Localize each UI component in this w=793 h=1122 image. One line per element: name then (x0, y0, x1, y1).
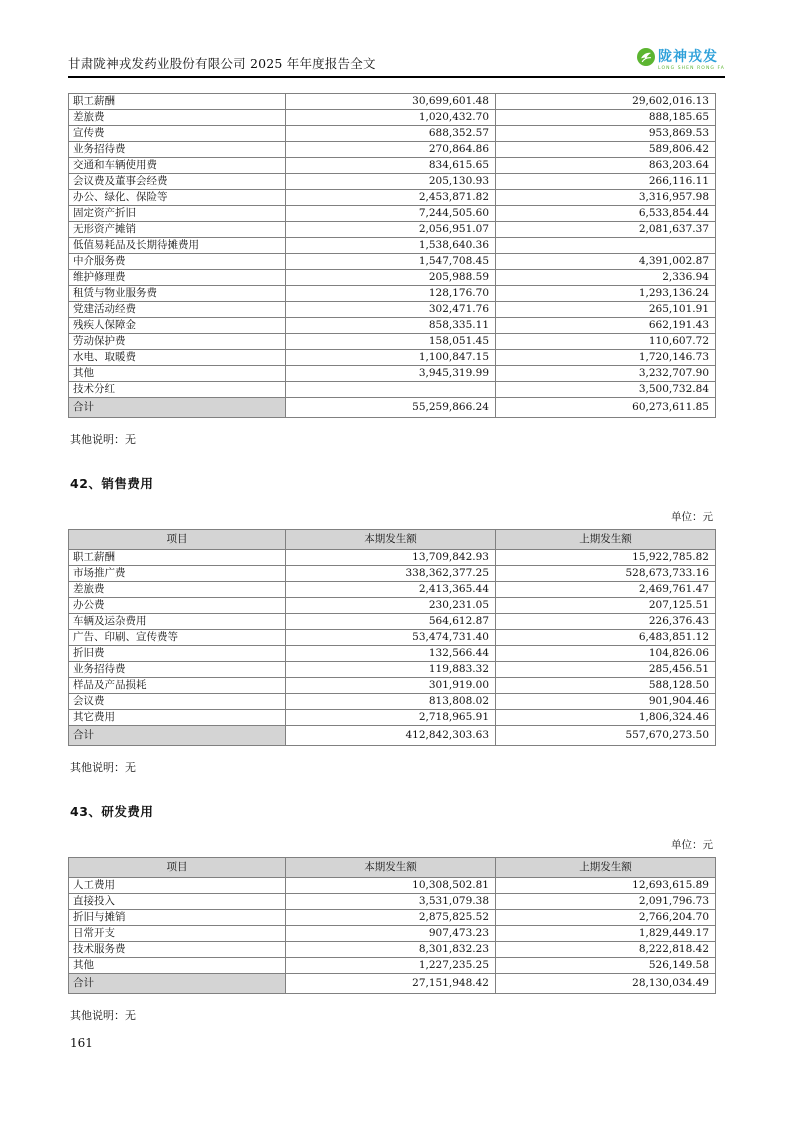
prior-period-cell: 1,829,449.17 (496, 925, 716, 941)
company-logo (637, 48, 725, 72)
item-label-cell: 会议费 (69, 693, 286, 709)
current-period-cell: 338,362,377.25 (286, 565, 496, 581)
prior-period-cell: 528,673,733.16 (496, 565, 716, 581)
prior-period-cell: 110,607.72 (496, 333, 716, 349)
item-label-cell: 人工费用 (69, 877, 286, 893)
item-label-cell: 差旅费 (69, 109, 286, 125)
total-row (69, 397, 716, 417)
item-label-cell: 直接投入 (69, 893, 286, 909)
table-row (69, 677, 716, 693)
report-title: 甘肃陇神戎发药业股份有限公司 2025 年年度报告全文 (68, 55, 376, 71)
current-period-cell: 119,883.32 (286, 661, 496, 677)
current-period-cell: 1,100,847.15 (286, 349, 496, 365)
item-label-cell: 折旧与摊销 (69, 909, 286, 925)
current-period-cell: 158,051.45 (286, 333, 496, 349)
other-note: 其他说明：无 (70, 760, 136, 774)
selling-expense-table (68, 529, 716, 746)
current-period-cell (286, 381, 496, 397)
prior-period-cell: 265,101.91 (496, 301, 716, 317)
admin-expense-rows (69, 93, 716, 397)
item-label-cell: 交通和车辆使用费 (69, 157, 286, 173)
prior-period-cell: 2,336.94 (496, 269, 716, 285)
item-label-cell: 水电、取暖费 (69, 349, 286, 365)
section-title-43: 43、研发费用 (70, 803, 154, 819)
prior-period-cell: 104,826.06 (496, 645, 716, 661)
prior-period-cell: 266,116.11 (496, 173, 716, 189)
item-label-cell: 维护修理费 (69, 269, 286, 285)
current-period-cell: 30,699,601.48 (286, 93, 496, 109)
table-row (69, 253, 716, 269)
logo-text-en: LONG SHEN RONG FA (658, 66, 725, 71)
current-period-cell: 2,453,871.82 (286, 189, 496, 205)
item-label-cell: 广告、印刷、宣传费等 (69, 629, 286, 645)
prior-period-cell: 15,922,785.82 (496, 549, 716, 565)
item-label-cell: 职工薪酬 (69, 93, 286, 109)
item-label-cell: 日常开支 (69, 925, 286, 941)
section-title-42: 42、销售费用 (70, 475, 154, 491)
col-header-current: 本期发生额 (286, 857, 496, 877)
rd-expense-table (68, 857, 716, 994)
prior-period-cell: 4,391,002.87 (496, 253, 716, 269)
item-label-cell: 其他 (69, 365, 286, 381)
current-period-cell: 2,718,965.91 (286, 709, 496, 725)
prior-period-cell: 29,602,016.13 (496, 93, 716, 109)
table-row (69, 269, 716, 285)
table-row (69, 381, 716, 397)
table-row (69, 941, 716, 957)
item-label-cell: 样品及产品损耗 (69, 677, 286, 693)
prior-period-cell: 2,766,204.70 (496, 909, 716, 925)
item-label-cell: 市场推广费 (69, 565, 286, 581)
admin-expense-table (68, 93, 716, 418)
table-row (69, 93, 716, 109)
item-label-cell: 租赁与物业服务费 (69, 285, 286, 301)
table-row (69, 237, 716, 253)
current-period-cell: 3,945,319.99 (286, 365, 496, 381)
table-row (69, 205, 716, 221)
selling-expense-rows (69, 549, 716, 725)
logo-icon (637, 48, 655, 66)
current-period-cell: 270,864.86 (286, 141, 496, 157)
current-period-cell: 7,244,505.60 (286, 205, 496, 221)
item-label-cell: 会议费及董事会经费 (69, 173, 286, 189)
item-label-cell: 宣传费 (69, 125, 286, 141)
prior-period-cell: 953,869.53 (496, 125, 716, 141)
unit-label: 单位：元 (671, 838, 713, 851)
prior-period-cell: 226,376.43 (496, 613, 716, 629)
current-period-cell: 230,231.05 (286, 597, 496, 613)
table-row (69, 613, 716, 629)
total-prior-cell: 557,670,273.50 (496, 725, 716, 745)
prior-period-cell: 6,533,854.44 (496, 205, 716, 221)
current-period-cell: 132,566.44 (286, 645, 496, 661)
current-period-cell: 564,612.87 (286, 613, 496, 629)
item-label-cell: 折旧费 (69, 645, 286, 661)
total-current-cell: 412,842,303.63 (286, 725, 496, 745)
current-period-cell: 13,709,842.93 (286, 549, 496, 565)
table-row (69, 333, 716, 349)
item-label-cell: 业务招待费 (69, 661, 286, 677)
prior-period-cell: 2,081,637.37 (496, 221, 716, 237)
header-row (69, 529, 716, 549)
admin-expense-total (69, 397, 716, 417)
item-label-cell: 残疾人保障金 (69, 317, 286, 333)
table-row (69, 285, 716, 301)
prior-period-cell: 662,191.43 (496, 317, 716, 333)
current-period-cell: 2,413,365.44 (286, 581, 496, 597)
total-prior-cell: 28,130,034.49 (496, 973, 716, 993)
rd-expense-rows (69, 877, 716, 973)
item-label-cell: 固定资产折旧 (69, 205, 286, 221)
table-row (69, 597, 716, 613)
header-row (69, 857, 716, 877)
current-period-cell: 1,547,708.45 (286, 253, 496, 269)
current-period-cell: 205,988.59 (286, 269, 496, 285)
prior-period-cell: 589,806.42 (496, 141, 716, 157)
table-row (69, 125, 716, 141)
item-label-cell: 无形资产摊销 (69, 221, 286, 237)
item-label-cell: 劳动保护费 (69, 333, 286, 349)
other-note: 其他说明：无 (70, 432, 136, 446)
prior-period-cell: 1,293,136.24 (496, 285, 716, 301)
rd-expense-total (69, 973, 716, 993)
item-label-cell: 技术分红 (69, 381, 286, 397)
table-row (69, 893, 716, 909)
col-header-item: 项目 (69, 529, 286, 549)
prior-period-cell (496, 237, 716, 253)
col-header-current: 本期发生额 (286, 529, 496, 549)
prior-period-cell: 1,806,324.46 (496, 709, 716, 725)
current-period-cell: 2,056,951.07 (286, 221, 496, 237)
total-current-cell: 55,259,866.24 (286, 397, 496, 417)
col-header-item: 项目 (69, 857, 286, 877)
prior-period-cell: 3,316,957.98 (496, 189, 716, 205)
current-period-cell: 302,471.76 (286, 301, 496, 317)
prior-period-cell: 2,091,796.73 (496, 893, 716, 909)
item-label-cell: 办公、绿化、保险等 (69, 189, 286, 205)
item-label-cell: 差旅费 (69, 581, 286, 597)
table-row (69, 317, 716, 333)
current-period-cell: 834,615.65 (286, 157, 496, 173)
table-row (69, 693, 716, 709)
col-header-prior: 上期发生额 (496, 857, 716, 877)
current-period-cell: 907,473.23 (286, 925, 496, 941)
total-row (69, 725, 716, 745)
prior-period-cell: 588,128.50 (496, 677, 716, 693)
total-label-cell: 合计 (69, 725, 286, 745)
total-current-cell: 27,151,948.42 (286, 973, 496, 993)
table-row (69, 629, 716, 645)
selling-expense-header (69, 529, 716, 549)
table-row (69, 877, 716, 893)
table-row (69, 349, 716, 365)
table-row (69, 141, 716, 157)
table-row (69, 549, 716, 565)
prior-period-cell: 901,904.46 (496, 693, 716, 709)
table-row (69, 957, 716, 973)
total-label-cell: 合计 (69, 397, 286, 417)
prior-period-cell: 6,483,851.12 (496, 629, 716, 645)
current-period-cell: 8,301,832.23 (286, 941, 496, 957)
logo-text-cn: 陇神戎发 (658, 49, 719, 65)
total-label-cell: 合计 (69, 973, 286, 993)
table-row (69, 645, 716, 661)
current-period-cell: 688,352.57 (286, 125, 496, 141)
other-note: 其他说明：无 (70, 1008, 136, 1022)
current-period-cell: 3,531,079.38 (286, 893, 496, 909)
page-header (68, 0, 725, 78)
item-label-cell: 中介服务费 (69, 253, 286, 269)
prior-period-cell: 12,693,615.89 (496, 877, 716, 893)
current-period-cell: 128,176.70 (286, 285, 496, 301)
item-label-cell: 党建活动经费 (69, 301, 286, 317)
current-period-cell: 813,808.02 (286, 693, 496, 709)
prior-period-cell: 3,232,707.90 (496, 365, 716, 381)
current-period-cell: 301,919.00 (286, 677, 496, 693)
rd-expense-header (69, 857, 716, 877)
table-row (69, 365, 716, 381)
total-row (69, 973, 716, 993)
table-row (69, 173, 716, 189)
table-row (69, 909, 716, 925)
current-period-cell: 10,308,502.81 (286, 877, 496, 893)
logo-row (637, 48, 718, 66)
page-number: 161 (70, 1036, 93, 1050)
item-label-cell: 低值易耗品及长期待摊费用 (69, 237, 286, 253)
table-row (69, 925, 716, 941)
table-row (69, 221, 716, 237)
item-label-cell: 其他 (69, 957, 286, 973)
item-label-cell: 其它费用 (69, 709, 286, 725)
item-label-cell: 车辆及运杂费用 (69, 613, 286, 629)
prior-period-cell: 3,500,732.84 (496, 381, 716, 397)
current-period-cell: 1,227,235.25 (286, 957, 496, 973)
current-period-cell: 205,130.93 (286, 173, 496, 189)
item-label-cell: 技术服务费 (69, 941, 286, 957)
table-row (69, 157, 716, 173)
prior-period-cell: 207,125.51 (496, 597, 716, 613)
table-row (69, 189, 716, 205)
current-period-cell: 53,474,731.40 (286, 629, 496, 645)
unit-label: 单位：元 (671, 510, 713, 523)
table-row (69, 565, 716, 581)
table-row (69, 109, 716, 125)
table-row (69, 581, 716, 597)
prior-period-cell: 8,222,818.42 (496, 941, 716, 957)
prior-period-cell: 863,203.64 (496, 157, 716, 173)
table-row (69, 661, 716, 677)
col-header-prior: 上期发生额 (496, 529, 716, 549)
current-period-cell: 2,875,825.52 (286, 909, 496, 925)
current-period-cell: 1,538,640.36 (286, 237, 496, 253)
table-row (69, 301, 716, 317)
item-label-cell: 办公费 (69, 597, 286, 613)
total-prior-cell: 60,273,611.85 (496, 397, 716, 417)
current-period-cell: 1,020,432.70 (286, 109, 496, 125)
table-row (69, 709, 716, 725)
item-label-cell: 职工薪酬 (69, 549, 286, 565)
item-label-cell: 业务招待费 (69, 141, 286, 157)
current-period-cell: 858,335.11 (286, 317, 496, 333)
prior-period-cell: 888,185.65 (496, 109, 716, 125)
selling-expense-total (69, 725, 716, 745)
prior-period-cell: 2,469,761.47 (496, 581, 716, 597)
prior-period-cell: 526,149.58 (496, 957, 716, 973)
prior-period-cell: 1,720,146.73 (496, 349, 716, 365)
prior-period-cell: 285,456.51 (496, 661, 716, 677)
